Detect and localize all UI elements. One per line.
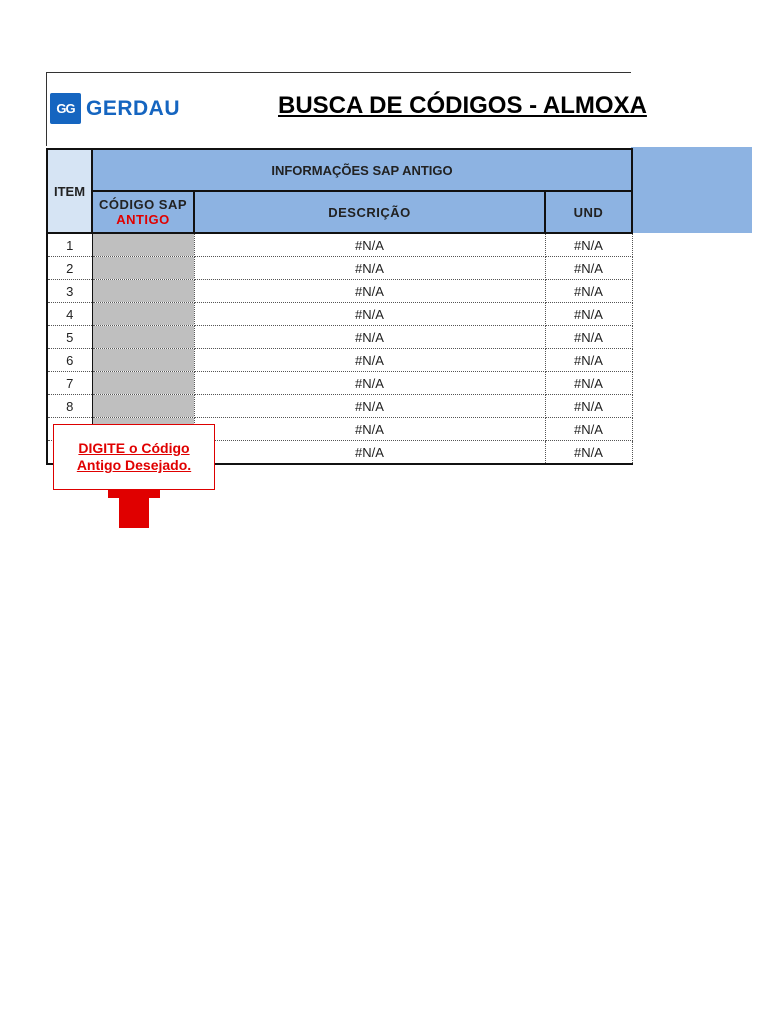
header-unit: UND xyxy=(545,191,632,233)
row-unit: #N/A xyxy=(545,349,632,372)
header-group: INFORMAÇÕES SAP ANTIGO xyxy=(92,149,632,191)
row-item: 5 xyxy=(47,326,92,349)
frame-top-line xyxy=(46,72,631,73)
row-description: #N/A xyxy=(194,372,545,395)
row-item: 6 xyxy=(47,349,92,372)
code-input-cell[interactable] xyxy=(92,395,194,418)
instruction-callout xyxy=(53,424,215,490)
row-item: 2 xyxy=(47,257,92,280)
code-input-cell[interactable] xyxy=(92,326,194,349)
callout-line2: Antigo Desejado. xyxy=(76,457,192,473)
row-item: 7 xyxy=(47,372,92,395)
row-description: #N/A xyxy=(194,395,545,418)
code-input-cell[interactable] xyxy=(92,233,194,257)
row-description: #N/A xyxy=(194,257,545,280)
row-unit: #N/A xyxy=(545,372,632,395)
code-input-cell[interactable] xyxy=(92,349,194,372)
header-code-line2: ANTIGO xyxy=(116,212,170,227)
arrow-up-icon-shaft xyxy=(119,496,149,528)
header-item: ITEM xyxy=(47,149,92,233)
header-description: DESCRIÇÃO xyxy=(194,191,545,233)
row-description: #N/A xyxy=(194,233,545,257)
row-item: 3 xyxy=(47,280,92,303)
row-item: 4 xyxy=(47,303,92,326)
table-row xyxy=(47,303,632,326)
table-row xyxy=(47,280,632,303)
row-unit: #N/A xyxy=(545,418,632,441)
code-input-cell[interactable] xyxy=(92,372,194,395)
table-row xyxy=(47,372,632,395)
header-code xyxy=(92,191,194,233)
header-band-overflow xyxy=(631,147,752,233)
code-input-cell[interactable] xyxy=(92,303,194,326)
row-description: #N/A xyxy=(194,303,545,326)
row-description: #N/A xyxy=(194,349,545,372)
row-description: #N/A xyxy=(194,441,545,465)
row-description: #N/A xyxy=(194,280,545,303)
table-row xyxy=(47,257,632,280)
gerdau-logo xyxy=(50,93,180,124)
table-row xyxy=(47,326,632,349)
header-code-line1: CÓDIGO SAP xyxy=(98,197,188,212)
row-unit: #N/A xyxy=(545,326,632,349)
callout-line1: DIGITE o Código xyxy=(78,440,190,456)
code-input-cell[interactable] xyxy=(92,280,194,303)
table-row xyxy=(47,395,632,418)
row-unit: #N/A xyxy=(545,395,632,418)
row-unit: #N/A xyxy=(545,303,632,326)
table-row xyxy=(47,233,632,257)
row-unit: #N/A xyxy=(545,441,632,465)
row-unit: #N/A xyxy=(545,233,632,257)
gerdau-logo-icon: GG xyxy=(50,93,81,124)
table-row xyxy=(47,349,632,372)
row-description: #N/A xyxy=(194,418,545,441)
code-input-cell[interactable] xyxy=(92,257,194,280)
frame-left-line xyxy=(46,72,47,146)
row-description: #N/A xyxy=(194,326,545,349)
codes-table xyxy=(46,148,633,465)
page-title: BUSCA DE CÓDIGOS - ALMOXA xyxy=(278,92,647,119)
row-unit: #N/A xyxy=(545,280,632,303)
row-item: 8 xyxy=(47,395,92,418)
gerdau-logo-text: GERDAU xyxy=(86,96,181,120)
row-unit: #N/A xyxy=(545,257,632,280)
row-item: 1 xyxy=(47,233,92,257)
